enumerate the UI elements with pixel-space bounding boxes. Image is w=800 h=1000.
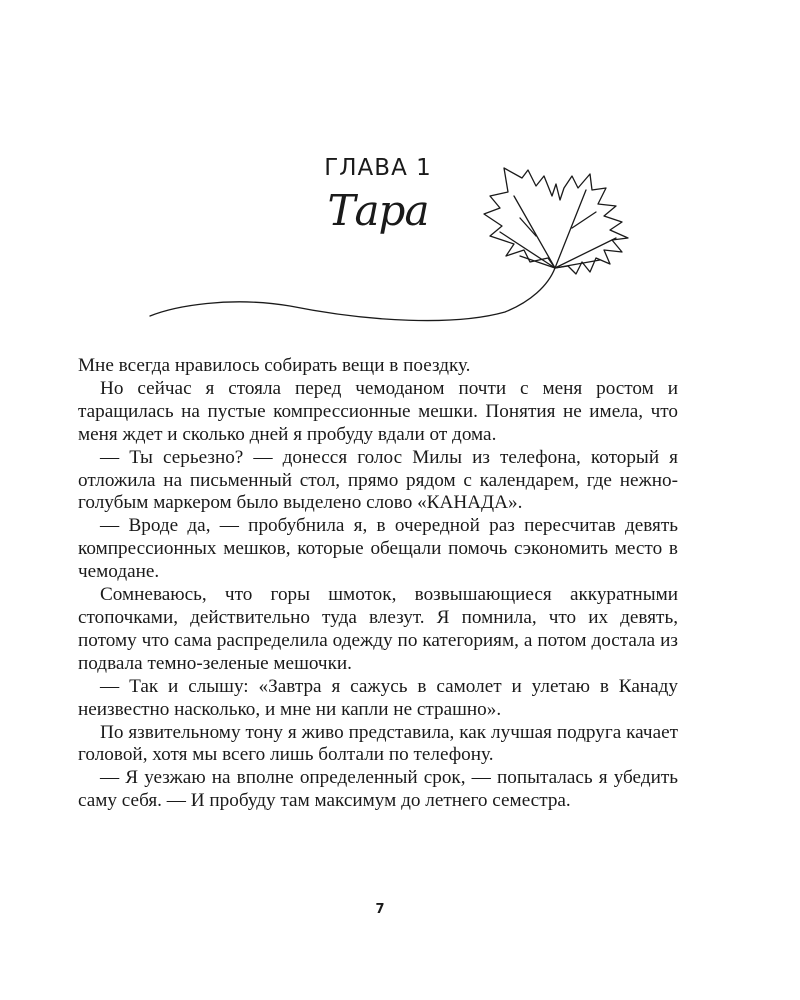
paragraph: По язвительному тону я живо представила, как лучшая подруга качает головой, хотя мы всего лишь болтали по телефону.: [78, 721, 678, 766]
paragraph: — Так и слышу: «Завтра я сажусь в самолет и улетаю в Канаду неизвестно насколько, и мне ни капли не страшно».: [78, 675, 678, 720]
paragraph: Мне всегда нравилось собирать вещи в поездку.: [78, 355, 471, 376]
paragraph: — Вроде да, — пробубнила я, в очередной раз пересчитав девять компрессионных мешков, которые обещали помочь сэкономить место в чемодане.: [78, 515, 678, 583]
paragraph: — Я уезжаю на вполне определенный срок, — попыталась я убедить саму себя. — И пробуду там максимум до летнего семестра.: [78, 767, 678, 812]
paragraph: — Ты серьезно? — донесся голос Милы из телефона, который я отложила на письменный стол, прямо рядом с календарем, где нежно-голубым маркером было выделено слово «КАНАДА».: [78, 446, 678, 514]
paragraph: Но сейчас я стояла перед чемоданом почти с меня ростом и таращилась на пустые компрессионные мешки. Понятия не имела, что меня ждет и сколько дней я пробуду вдали от дома.: [78, 377, 678, 445]
chapter-label: ГЛАВА 1: [324, 155, 432, 181]
chapter-title: Тара: [327, 186, 429, 235]
chapter-header: [0, 0, 800, 340]
paragraph: Сомневаюсь, что горы шмоток, возвышающиеся аккуратными стопочками, действительно туда влезут. Я помнила, что их девять, потому что сама распределила одежду по категориям, а потом достала из подвала темно-зеленые мешочки.: [78, 584, 678, 674]
page-number: 7: [375, 902, 385, 917]
chapter-body: [78, 355, 678, 813]
